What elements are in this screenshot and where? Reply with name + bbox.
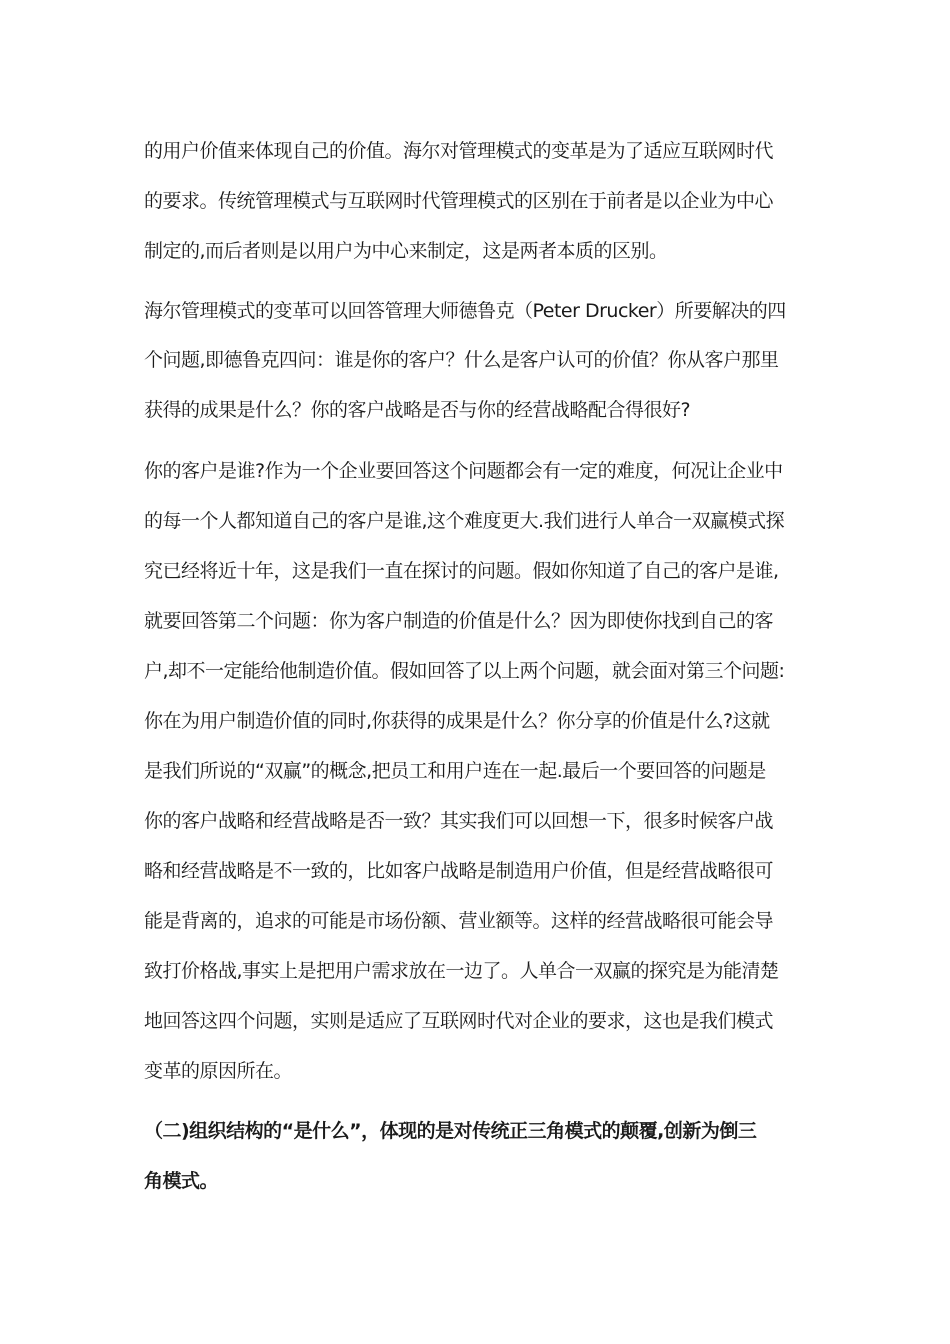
paragraph-3-line-3: 究已经将近十年，这是我们一直在探讨的问题。假如你知道了自己的客户是谁, xyxy=(144,560,779,582)
paragraph-3-line-8: 你的客户战略和经营战略是否一致？其实我们可以回想一下，很多时候客户战 xyxy=(144,810,774,832)
paragraph-3-line-10: 能是背离的，追求的可能是市场份额、营业额等。这样的经营战略很可能会导 xyxy=(144,910,774,932)
paragraph-3-line-1: 你的客户是谁?作为一个企业要回答这个问题都会有一定的难度，何况让企业中 xyxy=(144,460,783,482)
section-heading-line-2: 角模式。 xyxy=(144,1170,219,1192)
paragraph-3-line-5: 户,却不一定能给他制造价值。假如回答了以上两个问题，就会面对第三个问题: xyxy=(144,660,785,682)
paragraph-3-line-9: 略和经营战略是不一致的，比如客户战略是制造用户价值，但是经营战略很可 xyxy=(144,860,774,882)
paragraph-3-line-6: 你在为用户制造价值的同时,你获得的成果是什么？你分享的价值是什么?这就 xyxy=(144,710,770,732)
paragraph-3-line-2: 的每一个人都知道自己的客户是谁,这个难度更大.我们进行人单合一双赢模式探 xyxy=(144,510,785,532)
paragraph-3-line-7: 是我们所说的“双赢”的概念,把员工和用户连在一起.最后一个要回答的问题是 xyxy=(144,760,766,782)
paragraph-2-line-3: 获得的成果是什么？你的客户战略是否与你的经营战略配合得很好? xyxy=(144,399,691,421)
paragraph-1-line-1: 的用户价值来体现自己的价值。海尔对管理模式的变革是为了适应互联网时代 xyxy=(144,140,774,162)
paragraph-3-line-12: 地回答这四个问题，实则是适应了互联网时代对企业的要求，这也是我们模式 xyxy=(144,1010,774,1032)
paragraph-3-line-4: 就要回答第二个问题：你为客户制造的价值是什么？因为即使你找到自己的客 xyxy=(144,610,774,632)
paragraph-1-line-2: 的要求。传统管理模式与互联网时代管理模式的区别在于前者是以企业为中心 xyxy=(144,190,774,212)
paragraph-1-line-3: 制定的,而后者则是以用户为中心来制定，这是两者本质的区别。 xyxy=(144,240,668,262)
paragraph-2-line-1: 海尔管理模式的变革可以回答管理大师德鲁克（Peter Drucker）所要解决的四 xyxy=(144,300,786,322)
paragraph-3-line-11: 致打价格战,事实上是把用户需求放在一边了。人单合一双赢的探究是为能清楚 xyxy=(144,960,779,982)
section-heading-line-1: （二)组织结构的“是什么”，体现的是对传统正三角模式的颠覆,创新为倒三 xyxy=(144,1120,757,1142)
paragraph-2-line-2: 个问题,即德鲁克四问：谁是你的客户？什么是客户认可的价值？你从客户那里 xyxy=(144,349,779,371)
paragraph-3-line-13: 变革的原因所在。 xyxy=(144,1060,293,1082)
